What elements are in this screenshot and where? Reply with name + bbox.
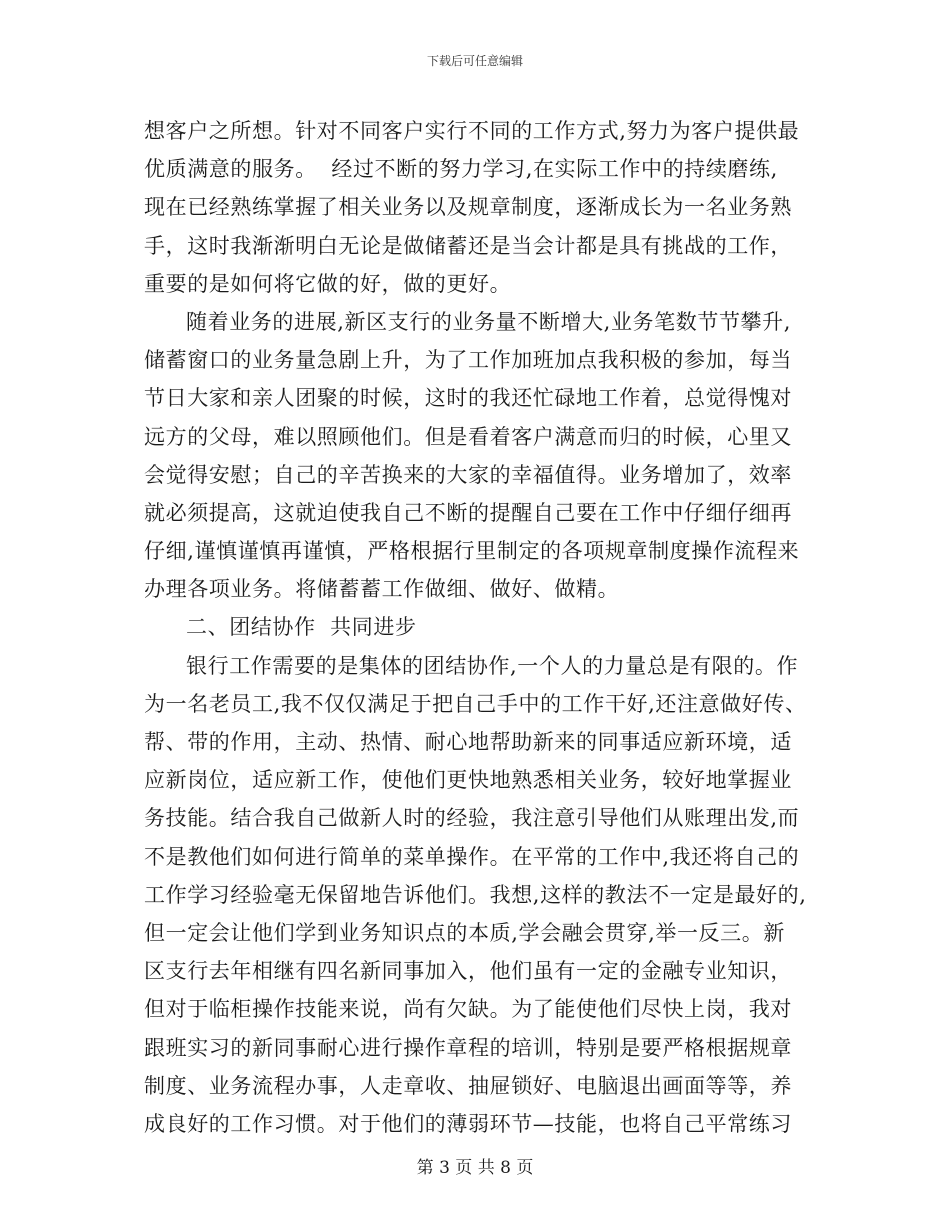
body-line: 办理各项业务。将储蓄蓄工作做细、做好、做精。 [144,577,620,602]
body-line: 就必须提高，这就迫使我自己不断的提醒自己要在工作中仔细仔细再 [144,500,792,525]
body-line: 手，这时我渐渐明白无论是做储蓄还是当会计都是具有挑战的工作， [144,233,792,258]
body-line: 跟班实习的新同事耐心进行操作章程的培训，特别是要严格根据规章 [144,1035,792,1060]
body-line: 远方的父母，难以照顾他们。但是看着客户满意而归的时候，心里又 [144,424,792,449]
document-body [144,112,808,1143]
paragraph-first-line: 银行工作需要的是集体的团结协作,一个人的力量总是有限的。作 [186,653,799,678]
body-line: 仔细,谨慎谨慎再谨慎，严格根据行里制定的各项规章制度操作流程来 [144,539,800,564]
body-line: 优质满意的服务。 经过不断的努力学习,在实际工作中的持续磨练, [144,157,778,182]
body-line: 会觉得安慰；自己的辛苦换来的大家的幸福值得。业务增加了，效率 [144,462,792,487]
body-line: 应新岗位，适应新工作，使他们更快地熟悉相关业务，较好地掌握业 [144,768,792,793]
body-line: 但一定会让他们学到业务知识点的本质,学会融会贯穿,举一反三。新 [144,920,785,945]
page-number-footer: 第 3 页 共 8 页 [416,1158,534,1178]
body-line: 储蓄窗口的业务量急剧上升，为了工作加班加点我积极的参加，每当 [144,348,792,373]
body-line: 重要的是如何将它做的好，做的更好。 [144,271,512,296]
section-heading: 二、团结协作 共同进步 [186,615,417,640]
body-line: 想客户之所想。针对不同客户实行不同的工作方式,努力为客户提供最 [144,119,800,143]
body-line: 节日大家和亲人团聚的时候，这时的我还忙碌地工作着，总觉得愧对 [144,386,792,411]
body-line: 工作学习经验毫无保留地告诉他们。我想,这样的教法不一定是最好的, [144,882,807,907]
body-line: 但对于临柜操作技能来说，尚有欠缺。为了能使他们尽快上岗，我对 [144,997,792,1022]
body-line: 为一名老员工,我不仅仅满足于把自己手中的工作干好,还注意做好传、 [144,691,807,716]
body-line: 现在已经熟练掌握了相关业务以及规章制度，逐渐成长为一名业务熟 [144,195,792,220]
body-line: 务技能。结合我自己做新人时的经验，我注意引导他们从账理出发,而 [144,806,800,831]
body-line: 制度、业务流程办事，人走章收、抽屉锁好、电脑退出画面等等，养 [144,1073,792,1098]
page-header: 下载后可任意编辑 [426,54,523,68]
body-line: 区支行去年相继有四名新同事加入，他们虽有一定的金融专业知识， [144,959,792,984]
body-line: 不是教他们如何进行简单的菜单操作。在平常的工作中,我还将自己的 [144,844,800,869]
body-line: 成良好的工作习惯。对于他们的薄弱环节—技能，也将自己平常练习 [144,1111,792,1136]
paragraph-first-line: 随着业务的进展,新区支行的业务量不断增大,业务笔数节节攀升, [186,309,792,334]
body-line: 帮、带的作用，主动、热情、耐心地帮助新来的同事适应新环境，适 [144,730,792,754]
